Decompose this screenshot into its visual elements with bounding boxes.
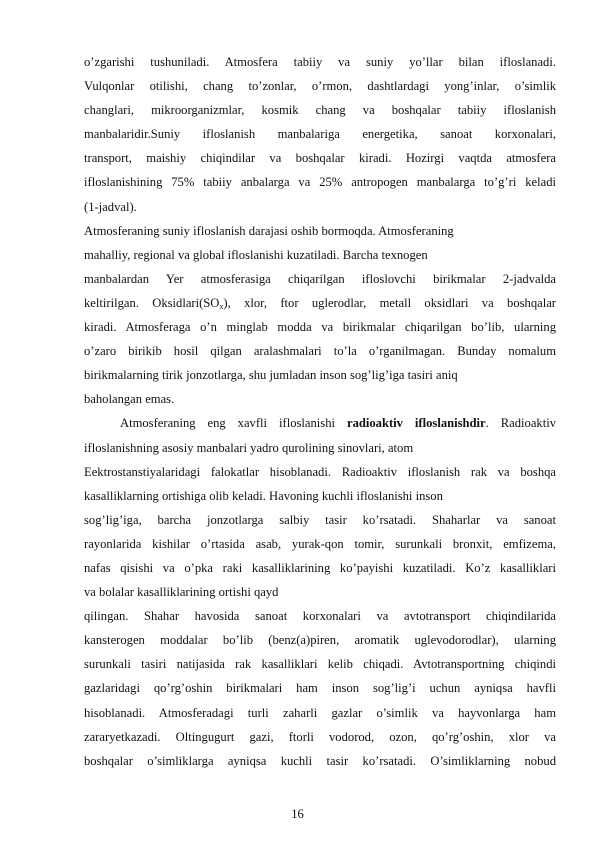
text-line: baholangan emas. bbox=[84, 392, 175, 407]
text-line: Atmosferaning suniy ifloslanish darajasi oshib bormoqda. Atmosferaning bbox=[84, 223, 454, 238]
text-line: kasalliklarning ortishiga olib keladi. Havoning kuchli ifloslanishi inson bbox=[84, 488, 443, 503]
text-line: qilingan. Shahar havosida sanoat korxonalari va avtotransport chiqindilarida bbox=[84, 609, 556, 624]
text-line: Eektrostanstiyalaridagi falokatlar hisoblanadi. Radioaktiv ifloslanish rak va boshqa bbox=[84, 464, 556, 479]
text-line: manbalaridir.Suniy ifloslanish manbalariga energetika, sanoat korxonalari, bbox=[84, 127, 556, 142]
text-segment: . Radioaktiv bbox=[485, 416, 557, 431]
text-line: sog’lig’iga, barcha jonzotlarga salbiy tasir ko’rsatadi. Shaharlar va sanoat bbox=[84, 512, 556, 527]
text-line: birikmalarning tirik jonzotlarga, shu jumladan inson sog’lig’iga tasiri aniq bbox=[84, 368, 458, 383]
text-line: o’zgarishi tushuniladi. Atmosfera tabiiy va suniy yo’llar bilan ifloslanadi. bbox=[84, 55, 556, 69]
document-page bbox=[84, 50, 556, 773]
text-segment: keltirilgan. Oksidlari(SO bbox=[84, 295, 220, 310]
bold-term: radioaktiv ifloslanishdir bbox=[346, 416, 486, 431]
text-line-with-subscript bbox=[84, 291, 556, 315]
text-line: manbalardan Yer atmosferasiga chiqarilgan ifloslovchi birikmalar 2-jadvalda bbox=[84, 271, 556, 286]
text-line: surunkali tasiri natijasida rak kasalliklari kelib chiqadi. Avtotransportning chiqindi bbox=[84, 657, 556, 672]
text-line: kiradi. Atmosferaga o’n minglab modda va birikmalar chiqarilgan bo’lib, ularning bbox=[84, 320, 556, 335]
paragraph-first-line bbox=[84, 411, 556, 435]
subscript: x bbox=[219, 301, 224, 311]
text-line: zararyetkazadi. Oltingugurt gazi, ftorli vodorod, ozon, qo’rg’oshin, xlor va bbox=[84, 729, 556, 744]
text-line: ifloslanishning asosiy manbalari yadro qurolining sinovlari, atom bbox=[84, 440, 414, 455]
text-line: kansterogen moddalar bo’lib (benz(a)piren, aromatik uglevodorodlar), ularning bbox=[84, 633, 556, 648]
text-segment: ), xlor, ftor uglerodlar, metall oksidlari va boshqalar bbox=[223, 295, 556, 310]
text-line: changlari, mikroorganizmlar, kosmik chang va boshqalar tabiiy ifloslanish bbox=[84, 103, 556, 118]
text-segment: Atmosferaning eng xavfli ifloslanishi bbox=[120, 416, 347, 431]
text-line: va bolalar kasalliklarining ortishi qayd bbox=[84, 585, 279, 600]
text-line: transport, maishiy chiqindilar va boshqalar kiradi. Hozirgi vaqtda atmosfera bbox=[84, 151, 556, 166]
text-line: Vulqonlar otilishi, chang to’zonlar, o’rmon, dashtlardagi yong’inlar, o’simlik bbox=[84, 79, 556, 94]
text-line: ifloslanishining 75% tabiiy anbalarga va 25% antropogen manbalarga to’g’ri keladi bbox=[84, 175, 556, 190]
text-line: o’zaro birikib hosil qilgan aralashmalari to’la o’rganilmagan. Bunday nomalum bbox=[84, 344, 556, 359]
text-line: gazlaridagi qo’rg’oshin birikmalari ham inson sog’lig’i uchun ayniqsa havfli bbox=[84, 681, 556, 696]
text-line: mahalliy, regional va global ifloslanishi kuzatiladi. Barcha texnogen bbox=[84, 247, 428, 262]
text-line: (1-jadval). bbox=[84, 199, 137, 214]
text-line: rayonlarida kishilar o’rtasida asab, yurak-qon tomir, surunkali bronxit, emfizema, bbox=[84, 536, 556, 551]
text-line: hisoblanadi. Atmosferadagi turli zaharli gazlar o’simlik va hayvonlarga ham bbox=[84, 705, 556, 720]
text-line: boshqalar o’simliklarga ayniqsa kuchli tasir ko’rsatadi. O’simliklarning nobud bbox=[84, 753, 556, 768]
page-number: 16 bbox=[291, 807, 304, 821]
text-line: nafas qisishi va o’pka raki kasalliklarining ko’payishi kuzatiladi. Ko’z kasalliklari bbox=[84, 560, 556, 575]
